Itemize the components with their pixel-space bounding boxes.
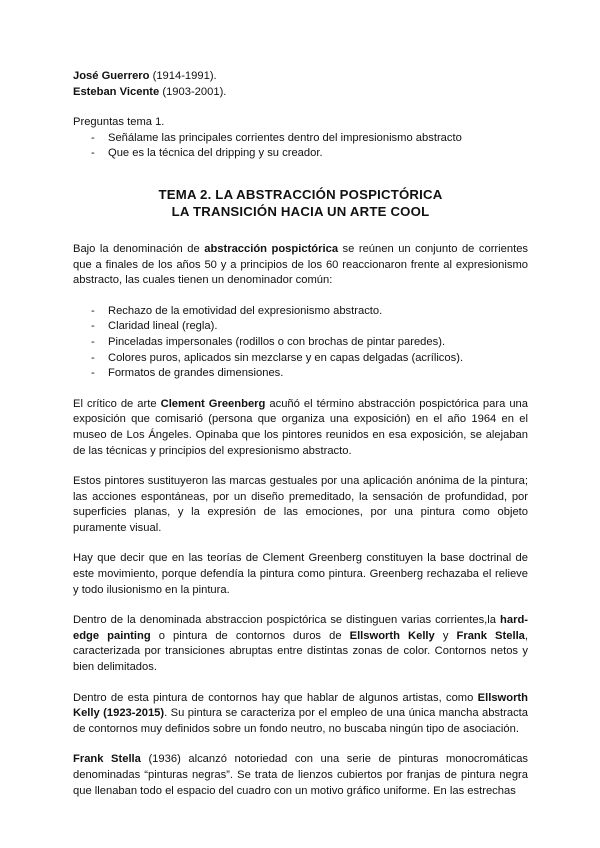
traits-list [73, 304, 528, 382]
stella-paragraph: Frank Stella (1936) alcanzó notoriedad con una serie de pinturas monocromáticas denominadas “pinturas negras”. Se trata de lienzos cubiertos por franjas de pintura negra que llenaban todo el espacio del cuadro con un motivo gráfico uniforme. En las estrechas [73, 753, 529, 797]
person-highlight: Frank Stella [456, 629, 525, 642]
trait-item: - Rechazo de la emotividad del expresionismo abstracto. [91, 304, 528, 320]
trait-item: - Formatos de grandes dimensiones. [91, 366, 528, 382]
trait-item: - Pinceladas impersonales (rodillos o con brochas de pintar paredes). [91, 335, 528, 351]
section-title [73, 186, 528, 220]
questions-heading: Preguntas tema 1. [73, 116, 165, 129]
term-highlight: hard-edge painting [73, 614, 528, 642]
artist-dates: (1903-2001). [159, 85, 227, 98]
question-item: - Señálame las principales corrientes dentro del impresionismo abstracto [91, 131, 528, 147]
term-highlight: abstracción pospictórica [204, 242, 339, 255]
person-highlight: Ellsworth Kelly [349, 629, 435, 642]
intro-paragraph: Bajo la denominación de abstracción pospictórica se reúnen un conjunto de corrientes que a finales de los años 50 y a principios de los 60 reaccionaron frente al expresionismo abstracto, las cuales tienen un denominador común: [73, 242, 529, 287]
artist-name: Esteban Vicente [73, 85, 160, 98]
trait-item: - Claridad lineal (regla). [91, 319, 528, 335]
question-item: - Que es la técnica del dripping y su creador. [91, 146, 528, 162]
painters-paragraph: Estos pintores sustituyeron las marcas gestuales por una aplicación anónima de la pintura; las acciones espontáneas, por un diseño premeditado, la sensación de profundidad, por superficies planas, y la expresión de las emociones, por una pintura como objeto puramente visual. [73, 475, 528, 534]
trait-item: - Colores puros, aplicados sin mezclarse y en capas delgadas (acrílicos). [91, 351, 528, 367]
person-highlight: Frank Stella [73, 753, 141, 766]
section-title-line2: LA TRANSICIÓN HACIA UN ARTE COOL [171, 203, 430, 219]
kelly-paragraph: Dentro de esta pintura de contornos hay que hablar de algunos artistas, como Ellsworth Kelly (1923-2015). Su pintura se caracteriza por el empleo de una única mancha abstracta de contornos muy definidos sobre un fondo neutro, no buscaba ningún tipo de asociación. [73, 691, 528, 735]
artist-name: José Guerrero [73, 70, 150, 82]
document-page [73, 69, 528, 799]
questions-list [73, 131, 528, 162]
artist-line-guerrero [73, 69, 528, 85]
greenberg-paragraph: El crítico de arte Clement Greenberg acuñó el término abstracción pospictórica para una exposición que comisarió (persona que organiza una exposición) en el año 1964 en el museo de Los Ángeles. Opinaba que los pintores reunidos en esa exposición, se alejaban de las técnicas y principios del expresionismo abstracto. [73, 397, 528, 457]
artist-dates: (1914-1991). [149, 70, 217, 82]
artist-line-vicente [73, 85, 528, 101]
theories-paragraph: Hay que decir que en las teorías de Clement Greenberg constituyen la base doctrinal de este movimiento, porque defendía la pintura como pintura. Greenberg rechazaba el relieve y todo ilusionismo en la pintura. [73, 552, 528, 596]
section-title-line1: TEMA 2. LA ABSTRACCIÓN POSPICTÓRICA [158, 186, 443, 202]
hard-edge-paragraph: Dentro de la denominada abstraccion pospictórica se distinguen varias corrientes,la hard-edge painting o pintura de contornos duros de Ellsworth Kelly y Frank Stella, caracterizada por transiciones abruptas entre distintas zonas de color. Contornos netos y bien delimitados. [73, 614, 529, 674]
person-highlight: Clement Greenberg [160, 397, 266, 410]
person-highlight: Ellsworth Kelly (1923-2015) [73, 691, 528, 720]
